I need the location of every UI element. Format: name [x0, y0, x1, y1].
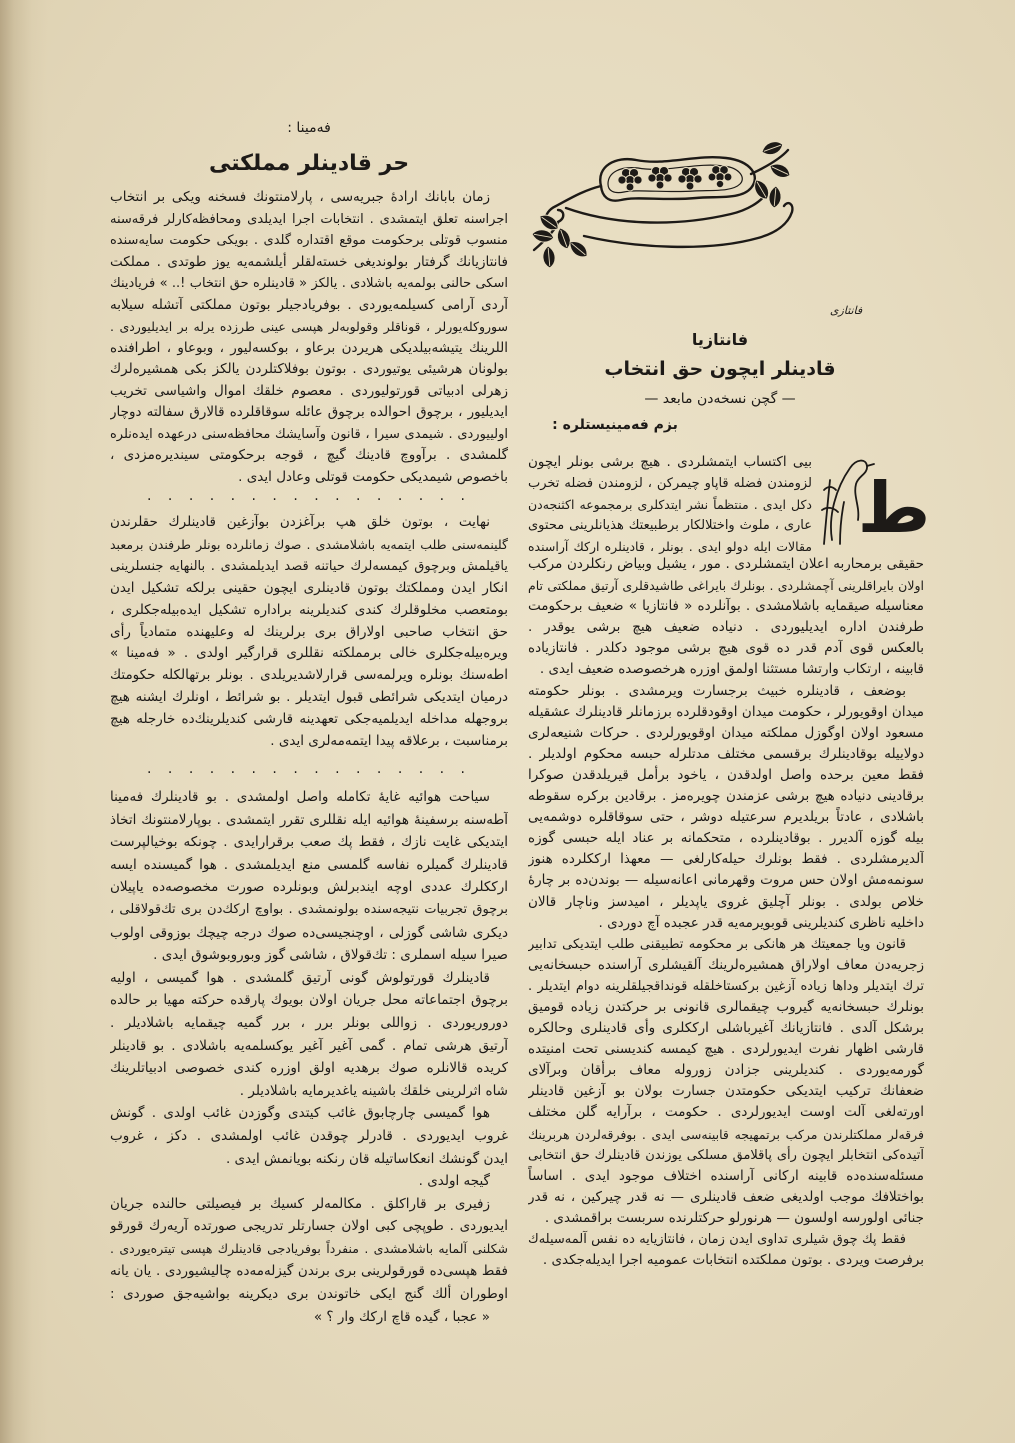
text-line: حقيقى برمحاربه اعلان ايتمشلردى . مور ، يشيل وبياض رنكلردن مركب [528, 556, 924, 572]
text-line: بونلرك حبسخانه‌يه گيروب چيقمالرى قانونى بر حركتدن زياده قوميق [528, 998, 924, 1015]
text-line: مسعود اولان اوگوزل مملكته ميدان اوقويورلردى . حركات شنيعه‌لرى [528, 724, 924, 741]
text-line: گيجه اولدى . [418, 1173, 490, 1190]
text-line: آلديرمشلردى . فقط بونلرك حيله‌كارلغى — معهذا ارككلرده هنوز [528, 851, 924, 868]
text-line: اوطوران ألك گنج ايكى خاتوندن برى ديكرينه بواشيه‌جق صوردى : [110, 1286, 508, 1303]
text-line: ميدان اوقويورلر ، حكومت ميدان اوقودقلرده برزمانلر قادينلرك عشقيله [528, 703, 924, 720]
text-line: قارشى اظهار نفرت ايديورلردى . هيچ كيمسه كنديسنى تحت امنيتده [528, 1041, 924, 1058]
paragraph-2 [110, 512, 508, 753]
continuation-note: — گچن نسخه‌دن مابعد — [644, 391, 796, 407]
text-line: سياحت هوائيه غايهٔ تكامله واصل اولمشدى . بو قادينلرك فه‌مينا [110, 789, 490, 805]
text-line: مقالات ايله دولو ايدى . بونلر ، قادينلره اركك آراسنده [528, 539, 812, 554]
text-line: شكلنى آلمايه باشلامشدى . منفرداً بوفريادجى قادينلرك هپسى تيتره‌يوردى . [110, 1240, 508, 1256]
text-line: مسئله‌سنده‌ده قابينه اركانى آراسنده اختلاف موجود ايدى . اساساً [528, 1167, 924, 1184]
text-line: اجراسنه تعلق ايتمشدى . انتخابات اجرا ايديلدى ومحافظه‌كارلر فرقه‌سنه [110, 211, 508, 227]
text-line: برشكل آلدى . فانتازيانك آغيرباشلى ارككلرى وأى قادينلرى وحالكره [528, 1020, 924, 1037]
text-line: لزومندن فضله قاپاو چيمركن ، لزومندن فضله تخرب [528, 476, 812, 491]
text-line: زجريه‌دن معاف اولاراق همشيره‌لرينك آلقيشلرى آراسنده حبسخانه‌يى [528, 956, 924, 973]
text-line: اطه‌سنك بونلره ويرلمه‌سى قرارلاشديريلدى . بونلر برتهالكله حكومتك [110, 667, 508, 684]
text-line: بولونان هرشيئى يوتيوردى . بوتون بوفلاكتلردن يالكز بكى همشيره‌لرك [110, 361, 508, 377]
text-line: آرتيق هرشى تمام . گمى آغير آغير يوكسلمه‌يه باشلادى . بو قادينلر [110, 1037, 508, 1054]
text-line: قادينلرك گميلره نفاسه گلمسى منع ايديلمشدى . هوا گميسنده ايسه [110, 856, 508, 873]
text-line: اولييوردى . شيمدى سيرا ، قانون وآسايشك محافظه‌سنى درعهده ايده‌نلره [110, 426, 508, 442]
text-line: باخصوص شيمديكى حكومت قوتلى وعادل ايدى . [238, 468, 508, 485]
leaves [531, 139, 793, 269]
text-line: زمان بابانك ارادهٔ جبريه‌سى ، پارلامنتونك فسخنه ويكى بر انتخاب [110, 189, 490, 205]
series-title: فانتازيا [691, 330, 749, 349]
text-line: آتيده‌كى انتخابلر ايچون رأى پاقلامق مسلكى يوزندن قادينلرك حق انتخابى [528, 1147, 924, 1163]
text-line: بيى اكتساب ايتمشلردى . هيچ برشى بونلر ايچون [528, 454, 812, 470]
ornament-stems [534, 150, 792, 250]
text-line: ايديوردى . طوپچى كبى اولان جسارتلر تدريجى صورتده آريه‌رك قورقو [110, 1218, 508, 1235]
text-line: داخليه ناظرى كنديلرينى قوبويرمه‌يه قدر عجبده آچ دوردى . [598, 914, 924, 931]
text-line: بالعكس قوى آدم قدر ده قوى هيچ برشى موجود دكلدر . فانتازياده [528, 640, 924, 657]
text-line: ارككلرك عددى اوچه ايندبرلش وبونلرده صورت مخصوصه‌ده ياپيلان [110, 879, 508, 896]
text-line: ايديليور ، برچوق احوالده برچوق عائله سوقاقلرده قالارق سفالته دوچار [110, 404, 508, 420]
text-line: فانتازيانك گرفتار بولونديغى خسته‌لقلر أيلشمه‌يه يوز طوتدى . مملكت [110, 253, 508, 270]
illustrated-drop-cap [818, 450, 931, 549]
text-line: منسوب قوتلى برحكومت موقع اقتداره گلدى . بويكى حكومت سايه‌سنده [110, 233, 508, 248]
text-line: زفيرى بر قاراكلق . مكالمه‌لر كسيك بر فيصيلتى حالنده جريان [110, 1195, 490, 1212]
text-line: كريده قالانلره صوك برهديه اولق اوزره كندى خصوصى ادبياتلرينك [110, 1060, 508, 1077]
drop-cap-letter: ط [857, 467, 931, 549]
grape-clusters [618, 166, 732, 191]
text-line: آردى آرامى كسيلمه‌يوردى . بوفريادجيلر بوتون مملكتى آتشله سيلابه [110, 296, 508, 313]
article-title: قادينلر ايچون حق انتخاب [604, 358, 836, 380]
text-line: صيرا سيله اسملرى : تك‌قولاق ، شاشى گوز وبوروبوشوق ايدى . [153, 947, 508, 964]
text-line: درميان ايتديكى شرائطى قبول ايتديلر . بو شرائط ، اونلرك ايشنه هيچ [110, 689, 508, 706]
text-line: « عجبا ، گيده قاچ اركك وار ؟ » [313, 1308, 490, 1325]
article-body [528, 554, 924, 1271]
text-line: شاه اثرلرينى خلقك باشينه ياغديرمايه باشلاديلر . [239, 1082, 508, 1099]
text-line: ديكرى شاشى گوزلى ، اوچنجيسى‌ده صوك درجه چيچك بوزوقى اولوب [110, 924, 508, 941]
dedication: بزم فه‌مينيستلره : [552, 417, 678, 433]
lines-beside-drop-cap [528, 452, 812, 557]
text-line: حق انتخاب صاحبى اولاراق برى برلرينك له وعليهنده متمادياً رأى [110, 623, 508, 640]
text-line: زهرلى ادبياتى قورتوليوردى . معصوم خلقك اموال واشياسى تخريب [110, 382, 508, 399]
text-line: بواختلافك موجب اولديغى ضعف قادينلرى — نه قدر چيركين ، نه قدر [528, 1188, 924, 1205]
text-line: ويره‌بيله‌جكلرى خالى برمملكته نقللرى قرارگير اولدى . « فه‌مينا » [110, 645, 508, 662]
text-line: بوضعف ، قادينلره خبيث برجسارت ويرمشدى . بونلر حكومته [528, 682, 906, 699]
text-line: ترك ايتديلر وداها زياده آزغين بركستاخلقله قونداقجيلقلرينه دوام ايتديلر . [528, 978, 924, 994]
text-line: انكار ايدن ومملكتك بوتون قادينلرى ايچون حقينى برلكه تشكيل ايدن [110, 579, 508, 596]
text-line: گلمشدى . برآووچ قادينك گيچ ، قوجه برحكومتى سينديره‌مزدى ، [110, 447, 508, 463]
text-line: ايدن گونشك انعكاساتيله قان رنكنه بويانمش ايدى . [225, 1150, 508, 1167]
text-line: گورمه‌يوردى . كنديلرينى جزادن زوروله معاف برأقان وبرآلاى [528, 1062, 924, 1079]
dot-separator: . . . . . . . . . . . . . . . . [147, 488, 471, 504]
text-line: باشلادى ، عادتاً بريلديرم سرعتيله دوشر ، حتى سوقاقلره دوشمه‌يى [528, 809, 924, 826]
text-line: برچوق اجتماعاته محل جريان اولان بويوك پارقده حركته مهيا بر حالده [110, 992, 508, 1009]
paragraph-3 [110, 786, 508, 1328]
text-line: دولاييله بوقادينلرك برقسمى مختلف مدتلرله حبسه محكوم اولديلر . [528, 745, 924, 762]
text-line: سونمه‌مش اولان حس مروت وقهرمانى اعانه‌سيله — بوندن‌ده بر چارهٔ [528, 872, 924, 889]
text-line: معناسيله صيقمايه باشلامشدى . بوآنلرده « فانتازيا » ضعيف برحكومت [528, 598, 924, 615]
text-line: برقادينى دنياده هيچ برشى عزمندن چويره‌مز . برقادين بركره سقوطه [528, 788, 924, 805]
text-line: جنائى اولورسه اولسون — هرنورلو حركتلرنده سربست براقمشدى . [544, 1209, 924, 1226]
text-line: بروجهله مداخله ايديلميه‌جكى تعهدينه قارشى كنديلرينك‌ده خارجله هيچ [110, 711, 508, 728]
text-line: اورته‌لغى آلت اوست ايديورلردى . حكومت ، برآرايه گلن مختلف [528, 1104, 924, 1121]
section-label: فه‌مينا : [287, 120, 331, 136]
text-line: طرفندن اداره ايديليوردى . دنياده ضعيف هيچ برشى يوقدر . [528, 619, 924, 636]
text-line: نهايت ، بوتون خلق هپ برآغزدن بوآزغين قادينلرك حقلرندن [110, 514, 490, 530]
text-line: بيله گوزه آلديرر . بوقادينلرده ، متحكمانه بر عناد ايله حبسى گوزه [528, 830, 924, 847]
text-line: ضعفانك تركيب ايتديكى حكومتدن جسارت بولان بو آزغين قادينلر [528, 1083, 924, 1100]
text-line: غروب ايديوردى . قادرلر چوقدن غائب اولمشدى . دكز ، غروب [110, 1127, 508, 1144]
text-line: برفرصت ويردى . بوتون مملكتده انتخابات عموميه اجرا ايديله‌جكدى . [542, 1252, 924, 1269]
dot-separator: . . . . . . . . . . . . . . . . [147, 761, 471, 777]
text-line: قانون ويا جمعيتك هر هانكى بر محكومه تطبيقنى طلب ايتديكى تدابير [528, 936, 906, 952]
text-line: قابينه ، ارتكاب وارتشا مستثنا اولمق اوزره هرخصوصده ضعيف ايدى . [539, 661, 924, 678]
text-line: برچوق تجربيات نتيجه‌سنده بولونمشدى . بواوچ اركك‌دن برى تك‌قولاقلى ، [110, 901, 508, 917]
text-line: ياقيلمش وبرچوق كيمسه‌لرك حياتنه قصد ايديلمشدى . بالنهايه جنسلرينى [110, 558, 508, 574]
text-line: عارى ، ملوث واختلالكار برطبيعتك هذيانلرينى محتوى [528, 518, 812, 533]
text-line: برمناسبت ، برعلاقه پيدا ايتمه‌مه‌لرى ايدى . [270, 733, 508, 750]
text-line: دكل ايدى . منتظماً نشر ايتدكلرى برمجموعه اكثنجه‌دن [528, 497, 812, 512]
text-line: دوروريوردى . زواللى بونلر برر ، برر گميه چيقمايه باشلاديلر . [110, 1014, 508, 1031]
text-line: اولان بايراقلرينى آچمشلردى . بونلرك بايراغى طاشيدقلرى آرتيق مملكتى تام [528, 578, 924, 594]
paragraph-1 [110, 187, 508, 488]
floral-ornament-headpiece [526, 146, 796, 262]
article-title: حر قادينلر مملكتى [208, 151, 410, 176]
text-line: قادينلرك قورتولوش گونى آرتيق گلمشدى . هوا گميسى ، اوليه [110, 969, 490, 986]
text-line: اللرينك يتيشه‌بيلديكى هريردن برعاو ، بوكسه‌ليور ، وبوعاو ، اطرافنده [110, 339, 508, 356]
text-line: آطه‌سنه برسفينهٔ هوائيه ايله نقللرى تقرر ايتمشدى . بوپارلامنتونك اتخاذ [110, 811, 508, 828]
text-line: اسكى حالنى بولمه‌يه باشلادى . يالكز « قادينلره حق انتخاب !.. » فريادينك [110, 276, 508, 291]
text-line: فقط هپسى‌ده قورقولرينى برى برندن گيزله‌مه‌ده چاليشيوردى . يان يانه [110, 1263, 508, 1280]
text-line: خلاص بولدى . بونلر آچليق غروى ياپديلر ، اميدسز وناچار قالان [528, 893, 924, 910]
text-line: هوا گميسى چارچابوق غائب كيتدى وگوزدن غائب اولدى . گونش [110, 1105, 490, 1122]
text-line: بومتعصب مخلوقلرك كندى كنديلرينه براداره تشكيل ايده‌بيله‌جكلرى ، [110, 601, 508, 618]
text-line: سوروكله‌يورلر ، قوناقلر وقولوبه‌لر هپسى عينى طرزده يرله بر ايديليوردى . [110, 319, 508, 334]
text-line: ايتديكى غايت نازك ، فقط پك صعب برقرارايدى . چونكه بوخيالپرست [110, 834, 508, 851]
text-line: فقط پك چوق شيلرى تداوى ايدن زمان ، فانتازيايه ده نفس آلمه‌سيله‌ك [528, 1232, 906, 1247]
text-line: فقط معين برحده واصل اولدقدن ، ياخود برأمل قيريلدقدن صوكرا [528, 766, 924, 783]
text-line: گلينمه‌سنى طلب ايتمه‌يه باشلامشدى . صوك زمانلرده بونلر طرفندن برمعبد [110, 536, 508, 552]
ornament-caption: فانتازى [829, 304, 863, 317]
text-line: فرقه‌لر مملكتلرندن مركب برتمهيجه قابينه‌سى ايدى . بوفرقه‌لردن هربرينك [528, 1126, 924, 1142]
